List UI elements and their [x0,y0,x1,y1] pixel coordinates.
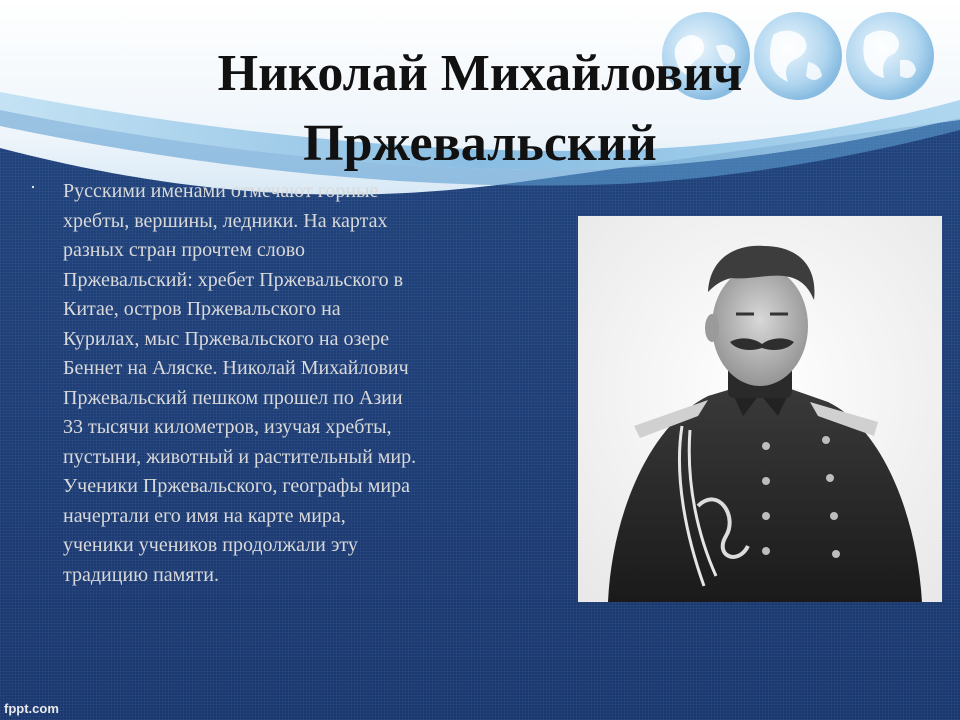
portrait-icon [578,216,942,602]
body-text: Русскими именами отмечают горные хребты, вершины, ледники. На картах разных стран прочтем слово Пржевальский: хребет Пржевальского в Китае, остров Пржевальского на Курилах, мыс Пржевальского на озере Беннет на Аляске. Николай Михайлович Пржевальский пешком прошел по Азии 33 тысячи километров, изучая хребты, пустыни, животный и растительный мир. Ученики Пржевальского, географы мира начертали его имя на карте мира, ученики учеников продолжали эту традицию памяти. [63,180,417,586]
slide-title-line1: Николай Михайлович [217,45,743,102]
slide-title-line2: Пржевальский [303,115,657,172]
watermark: fppt.com [4,701,59,716]
portrait-photo [578,216,942,602]
bullet-icon: · [30,177,36,197]
